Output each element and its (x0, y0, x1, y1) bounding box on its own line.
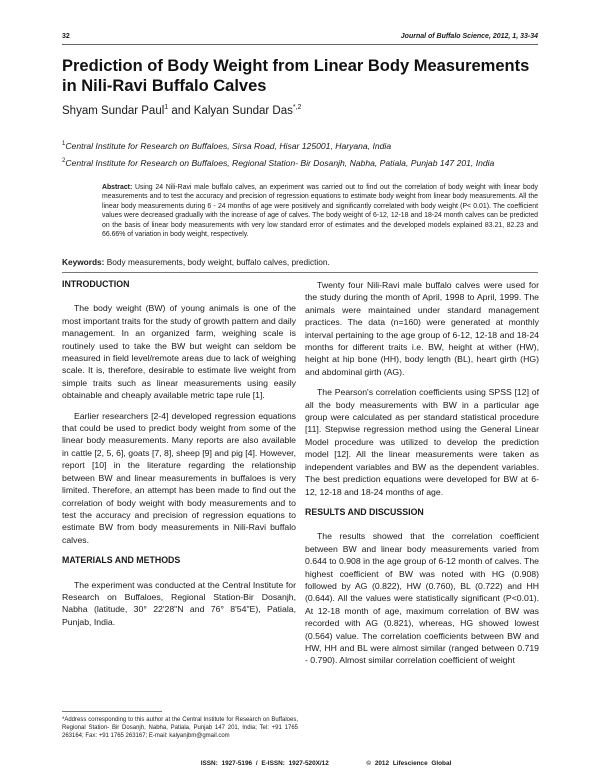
keywords (62, 257, 542, 267)
page-number: 32 (62, 33, 70, 40)
affiliation-1 (62, 138, 542, 153)
body-paragraph: The Pearson's correlation coefficients using SPSS [12] of all the body measurements with BW in a particular age group were calculated as per standard statistical procedure [11]. Stepwise regression method using the General Linear Model procedure was utilized to develop the prediction model [12]. All the linear measurements were taken as independent variables and BW as the dependent variables. The best prediction equations were developed for BW at 6-12, 12-18 and 18-24 months of age. (305, 387, 539, 497)
affiliation-2 (62, 155, 542, 170)
affiliation-superscript: 1 (62, 141, 66, 147)
methods-heading: MATERIALS AND METHODS (62, 555, 181, 566)
copyright-text: © 2012 Lifescience Global (366, 760, 452, 767)
affiliation-text: Central Institute for Research on Buffaloes, Regional Station- Bir Dosanjh, Nabha, Patiala, Punjab 147 201, India (65, 157, 495, 168)
body-paragraph: The results showed that the correlation coefficient between BW and linear body measurements varied from 0.644 to 0.908 in the age group of 6-12 month of calves. The highest coefficient of BW was noted with HG (0.908) followed by AG (0.822), HW (0.760), BL (0.722) and HH (0.644). All the values were statistically significant (P<0.01). At 12-18 month of age, maximum correlation of BW was recorded with AG (0.821), whereas, HG showed lowest (0.564) value. The correlation coefficients between BW and HW, HH and BL were almost similar (ranged between 0.719 - 0.790). Almost similar correlation coefficient of weight (305, 531, 539, 666)
author-joiner: and (168, 104, 194, 117)
section-divider (62, 272, 538, 273)
keywords-text: Body measurements, body weight, buffalo calves, prediction. (106, 257, 330, 267)
affiliation-text: Central Institute for Research on Buffaloes, Sirsa Road, Hisar 125001, Haryana, India (65, 140, 392, 151)
left-column (62, 278, 296, 636)
author-superscript: *,2 (292, 104, 302, 111)
page-footer (176, 760, 476, 767)
keywords-label: Keywords: (62, 257, 105, 267)
right-column (305, 279, 539, 675)
header-divider (62, 44, 538, 45)
footnote-rule (62, 711, 162, 712)
author-name: Shyam Sundar Paul (62, 104, 165, 117)
abstract-label: Abstract: (102, 184, 133, 191)
affiliation-superscript: 2 (62, 158, 66, 164)
abstract-text: Using 24 Nili-Ravi male buffalo calves, an experiment was carried out to find out the correlation of body weight with linear body measurements and to test the accuracy and precision of regression equations to estimate body weight from linear body measurements. All the linear body measurements during 6 - 24 months of age were positively and significantly correlated with body weight (P< 0.01). The coefficient values were decreased gradually with the increase of age of calves. The body weight of 6-12, 12-18 and 18-24 month calves can be predicted on the basis of linear body measurements with very low standard error of estimates and the developed models explained 83.21, 82.23 and 66.66% of variation in body weight, respectively. (102, 184, 538, 239)
article-title: Prediction of Body Weight from Linear Body Measurements in Nili-Ravi Buffalo Calves (62, 57, 530, 95)
journal-citation: Journal of Buffalo Science, 2012, 1, 33-34 (400, 33, 538, 40)
author-superscript: 1 (164, 104, 169, 111)
author-list (62, 104, 542, 117)
abstract (102, 183, 538, 239)
body-paragraph: The body weight (BW) of young animals is one of the most important traits for the study of growth pattern and daily management. In an organized farm, weighing scale is routinely used to take the BW but weight can seldom be measured in field level/remote areas due to lack of weighing scale. It is, therefore, desirable to estimate live weight from simple traits such as linear measurements using easily obtainable and cheaply available metric tape rule [1]. (62, 303, 296, 401)
author-name: Kalyan Sundar Das (193, 104, 293, 117)
body-paragraph: The experiment was conducted at the Central Institute for Research on Buffaloes, Regional Station-Bir Dosanjh, Nabha (latitude, 30° 22'28"N and 76° 8'54"E), Patiala, Punjab, India. (62, 579, 296, 627)
body-paragraph: Twenty four Nili-Ravi male buffalo calves were used for the study during the month of April, 1998 to April, 1999. The animals were maintained under standard management practices. The data (n=160) were generated at monthly interval pertaining to the age group of 6-12, 12-18 and 18-24 months for different traits i.e. BW, height at wither (HW), height at hip bone (HH), body length (BL), heart girth (HG) and abdominal girth (AG). (305, 280, 539, 377)
correspondence-footnote: *Address corresponding to this author at the Central Institute for Research on Buffaloes, Regional Station- Bir Dosanjh, Nabha, Patiala, Punjab 147 201, India; Tel: +91 1765 263164; Fax: +91 1765 263167; E-mail: kalyanjbm@gmail.com (62, 717, 298, 739)
issn-text: ISSN: 1927-5196 / E-ISSN: 1927-520X/12 (200, 760, 329, 767)
body-paragraph: Earlier researchers [2-4] developed regression equations that could be used to predict body weight from some of the linear body measurements. Many reports are also available in cattle [2, 5, 6], goats [7, 8], sheep [9] and pig [4]. However, report [10] in the literature regarding the relationship between BW and linear measurements in buffaloes is very limited. Therefore, an attempt has been made to find out the correlation of body weight with body measurements and to test the accuracy and precision of regression equations to estimate BW from body measurements in Nili-Ravi buffalo calves. (62, 410, 296, 545)
results-heading: RESULTS AND DISCUSSION (305, 506, 424, 517)
introduction-heading: INTRODUCTION (62, 279, 130, 289)
